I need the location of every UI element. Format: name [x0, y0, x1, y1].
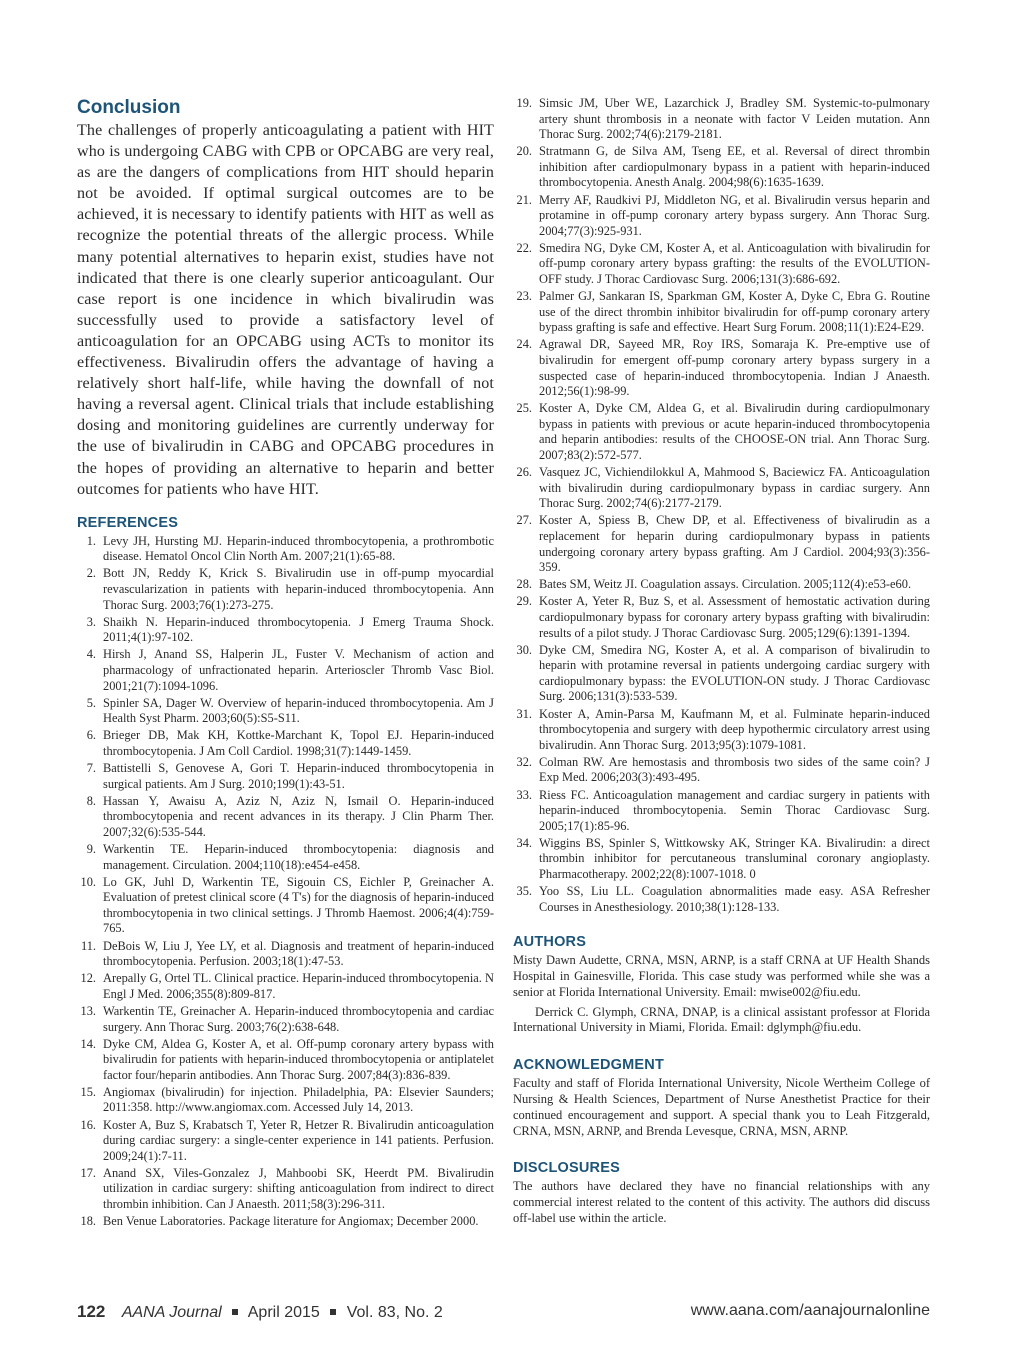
disclosures-section: [513, 1159, 930, 1226]
journal-name: AANA Journal: [121, 1304, 222, 1321]
reference-item: 7. Battistelli S, Genovese A, Gori T. Heparin-induced thrombocytopenia in surgical patients. Am J Surg. 2010;199(1):43-51.: [86, 761, 494, 791]
reference-item: 12. Arepally G, Ortel TL. Clinical practice. Heparin-induced thrombocytopenia. N Engl J Med. 2006;355(8):809-817.: [80, 971, 494, 1001]
reference-item: 31. Koster A, Amin-Parsa M, Kaufmann M, et al. Fulminate heparin-induced thrombocytopenia and surgery with deep hypothermic circulatory arrest using bivalirudin. Ann Thorac Surg. 2013;95(3):1079-1081.: [516, 706, 930, 752]
references-list-right: [513, 96, 930, 915]
disclosures-heading: DISCLOSURES: [513, 1160, 620, 1177]
reference-item: 33. Riess FC. Anticoagulation management and cardiac surgery in patients with heparin-induced thrombocytopenia. Semin Thorac Cardiovasc Surg. 2005;17(1):85-96.: [516, 787, 930, 833]
authors-section: [513, 933, 930, 1036]
reference-item: 16. Koster A, Buz S, Krabatsch T, Yeter R, Hetzer R. Bivalirudin anticoagulation during cardiac surgery: a single-center experience in 141 patients. Perfusion. 2009;24(1):7-11.: [80, 1117, 494, 1163]
reference-item: 11. DeBois W, Liu J, Yee LY, et al. Diagnosis and treatment of heparin-induced thrombocytopenia. Perfusion. 2003;18(1):47-53.: [80, 938, 494, 969]
separator-square-icon: [232, 1309, 238, 1315]
reference-item: 35. Yoo SS, Liu LL. Coagulation abnormalities made easy. ASA Refresher Courses in Anesthesiology. 2010;38(1):128-133.: [516, 884, 930, 914]
conclusion-heading: Conclusion: [77, 97, 181, 118]
acknowledgment-text: Faculty and staff of Florida International University, Nicole Wertheim College of Nursing & Health Sciences, Department of Nurse Anesthetist Practice for their continued encouragement and support. A special thank you to Leah Fitzgerald, CRNA, MSN, ARNP, and Brenda Levesque, CRNA, MSN, ARNP.: [513, 1076, 930, 1138]
conclusion-text: The challenges of properly anticoagulating a patient with HIT who is undergoing CABG with CPB or OPCABG are very real, as are the dangers of complications from HIT should heparin not be avoided. If optimal surgical outcomes are to be achieved, it is necessary to identify patients with HIT as well as recognize the potential threats of the allergic process. While many potential alternatives to heparin exist, studies have not indicated that there is one clearly superior anticoagulant. Our case report is one incidence in which bivalirudin was successfully used to provide a satisfactory level of anticoagulation for an OPCABG using ACTs to monitor its effectiveness. Bivalirudin offers the advantage of having a relatively short half-life, while having the downfall of not having a reversal agent. Clinical trials that include establishing dosing and monitoring guidelines are currently underway for the use of bivalirudin in CABG and OPCABG procedures in the hopes of providing an alternative to heparin and better outcomes for patients who have HIT.: [77, 122, 494, 498]
reference-item: 34. Wiggins BS, Spinler S, Wittkowsky AK, Stringer KA. Bivalirudin: a direct thrombin inhibitor for percutaneous transluminal coronary angioplasty. Pharmacotherapy. 2002;22(8):1007-1018. 0: [516, 835, 930, 881]
reference-item: 30. Dyke CM, Smedira NG, Koster A, et al. A comparison of bivalirudin to heparin with protamine reversal in patients undergoing cardiac surgery with cardiopulmonary bypass: the EVOLUTION-ON study. J Thorac Cardiovasc Surg. 2006;131(3):533-539.: [516, 642, 930, 704]
issue-date: April 2015: [247, 1304, 320, 1321]
reference-item: 19. Simsic JM, Uber WE, Lazarchick J, Bradley SM. Systemic-to-pulmonary artery shunt thrombosis in a neonate with factor V Leiden mutation. Ann Thorac Surg. 2002;74(6):2179-2181.: [516, 96, 930, 142]
reference-item: 2. Bott JN, Reddy K, Krick S. Bivalirudin use in off-pump myocardial revascularization in patients with heparin-induced thrombocytopenia. Ann Thorac Surg. 2003;76(1):273-275.: [86, 566, 494, 612]
reference-item: 3. Shaikh N. Heparin-induced thrombocytopenia. J Emerg Trauma Shock. 2011;4(1):97-102.: [86, 614, 494, 645]
reference-item: 24. Agrawal DR, Sayeed MR, Roy IRS, Somaraja K. Pre-emptive use of bivalirudin for emergent off-pump coronary artery bypass surgery in a suspected case of heparin-induced thrombocytopenia. Indian J Anaesth. 2012;56(1):98-99.: [516, 337, 930, 399]
authors-heading: AUTHORS: [513, 934, 587, 951]
author-bio: Misty Dawn Audette, CRNA, MSN, ARNP, is a staff CRNA at UF Health Shands Hospital in Gainesville, Florida. This case study was performed while she was a senior at Florida International University. Email: mwise002@fiu.edu.: [513, 953, 930, 999]
right-column: [513, 96, 930, 1227]
disclosures-text: The authors have declared they have no financial relationships with any commercial interest related to the content of this activity. The authors did discuss off-label use within the article.: [513, 1179, 930, 1226]
acknowledgment-heading: ACKNOWLEDGMENT: [513, 1057, 665, 1074]
reference-item: 10. Lo GK, Juhl D, Warkentin TE, Sigouin CS, Eichler P, Greinacher A. Evaluation of pretest clinical score (4 T's) for the diagnosis of heparin-induced thrombocytopenia in two clinical settings. J Thromb Haemost. 2006;4(4):759-765.: [80, 874, 494, 936]
references-section: [77, 514, 494, 1230]
volume-info: Vol. 83, No. 2: [346, 1304, 443, 1321]
reference-item: 9. Warkentin TE. Heparin-induced thrombocytopenia: diagnosis and management. Circulation. 2004;110(18):e454-e458.: [86, 841, 494, 872]
references-heading: REFERENCES: [77, 514, 179, 531]
reference-item: 4. Hirsh J, Anand SS, Halperin JL, Fuster V. Mechanism of action and pharmacology of unfractionated heparin. Arterioscler Thromb Vasc Biol. 2001;21(7):1094-1096.: [86, 647, 494, 693]
separator-square-icon: [330, 1309, 336, 1315]
reference-item: 13. Warkentin TE, Greinacher A. Heparin-induced thrombocytopenia and cardiac surgery. Ann Thorac Surg. 2003;76(2):638-648.: [80, 1003, 494, 1034]
reference-item: 18. Ben Venue Laboratories. Package literature for Angiomax; December 2000.: [80, 1214, 479, 1229]
reference-item: 21. Merry AF, Raudkivi PJ, Middleton NG, et al. Bivalirudin versus heparin and protamine in off-pump coronary artery bypass surgery. Ann Thorac Surg. 2004;77(3):925-931.: [516, 192, 930, 238]
reference-item: 14. Dyke CM, Aldea G, Koster A, et al. Off-pump coronary artery bypass with bivalirudin for patients with heparin-induced thrombocytopenia or antiplatelet factor four/heparin antibodies. Ann Thorac Surg. 2007;84(3):836-839.: [80, 1036, 494, 1082]
author-bio: Derrick C. Glymph, CRNA, DNAP, is a clinical assistant professor at Florida International University in Miami, Florida. Email: dglymph@fiu.edu.: [513, 1004, 930, 1035]
reference-item: 25. Koster A, Dyke CM, Aldea G, et al. Bivalirudin during cardiopulmonary bypass in patients with previous or acute heparin-induced thrombocytopenia and heparin antibodies: results of the CHOOSE-ON trial. Ann Thorac Surg. 2007;83(2):572-577.: [516, 401, 930, 463]
page-number: 122: [77, 1302, 106, 1321]
reference-item: 8. Hassan Y, Awaisu A, Aziz N, Aziz N, Ismail O. Heparin-induced thrombocytopenia and recent advances in its therapy. J Clin Pharm Ther. 2007;32(6):535-544.: [86, 793, 494, 839]
left-column: [77, 96, 494, 1231]
reference-item: 28. Bates SM, Weitz JI. Coagulation assays. Circulation. 2005;112(4):e53-e60.: [516, 577, 912, 592]
reference-item: 27. Koster A, Spiess B, Chew DP, et al. Effectiveness of bivalirudin as a replacement for heparin during cardiopulmonary bypass in patients undergoing coronary artery bypass grafting. Am J Cardiol. 2004;93(3):356-359.: [516, 513, 930, 575]
page-footer: [77, 1302, 930, 1326]
reference-item: 26. Vasquez JC, Vichiendilokkul A, Mahmood S, Baciewicz FA. Anticoagulation with bivalirudin during cardiopulmonary bypass in cardiac surgery. Ann Thorac Surg. 2002;74(6):2177-2179.: [516, 465, 930, 511]
reference-item: 6. Brieger DB, Mak KH, Kottke-Marchant K, Topol EJ. Heparin-induced thrombocytopenia. J Am Coll Cardiol. 1998;31(7):1449-1459.: [86, 728, 494, 758]
reference-item: 15. Angiomax (bivalirudin) for injection. Philadelphia, PA: Elsevier Saunders; 2011:358. http://www.angiomax.com. Accessed July 14, 2013.: [80, 1084, 494, 1115]
journal-url: www.aana.com/aanajournalonline: [690, 1302, 930, 1319]
reference-item: 29. Koster A, Yeter R, Buz S, et al. Assessment of hemostatic activation during cardiopulmonary bypass for coronary artery bypass grafting with bivalirudin: results of a pilot study. J Thorac Cardiovasc Surg. 2005;129(6):1391-1394.: [516, 594, 930, 640]
reference-item: 5. Spinler SA, Dager W. Overview of heparin-induced thrombocytopenia. Am J Health Syst Pharm. 2003;60(5):S5-S11.: [86, 695, 494, 726]
reference-item: 32. Colman RW. Are hemostasis and thrombosis two sides of the same coin? J Exp Med. 2006;203(3):493-495.: [516, 754, 930, 785]
acknowledgment-section: [513, 1056, 930, 1139]
reference-item: 22. Smedira NG, Dyke CM, Koster A, et al. Anticoagulation with bivalirudin for off-pump coronary artery bypass grafting: the results of the EVOLUTION-OFF study. J Thorac Cardiovasc Surg. 2006;131(3):686-692.: [516, 240, 930, 287]
reference-item: 23. Palmer GJ, Sankaran IS, Sparkman GM, Koster A, Dyke C, Ebra G. Routine use of the direct thrombin inhibitor bivalirudin for off-pump coronary artery bypass grafting is safe and effective. Heart Surg Forum. 2008;11(1):E24-E29.: [516, 289, 930, 335]
reference-item: 20. Stratmann G, de Silva AM, Tseng EE, et al. Reversal of direct thrombin inhibition after cardiopulmonary bypass in a patient with heparin-induced thrombocytopenia. Anesth Analg. 2004;98(6):1635-1639.: [516, 144, 930, 190]
reference-item: 1. Levy JH, Hursting MJ. Heparin-induced thrombocytopenia, a prothrombotic disease. Hematol Oncol Clin North Am. 2007;21(1):65-88.: [86, 533, 494, 564]
references-list-left: [77, 534, 494, 1230]
reference-item: 17. Anand SX, Viles-Gonzalez J, Mahboobi SK, Heerdt PM. Bivalirudin utilization in cardiac surgery: shifting anticoagulation from indirect to direct thrombin inhibition. Can J Anaesth. 2011;58(3):296-311.: [80, 1165, 494, 1212]
